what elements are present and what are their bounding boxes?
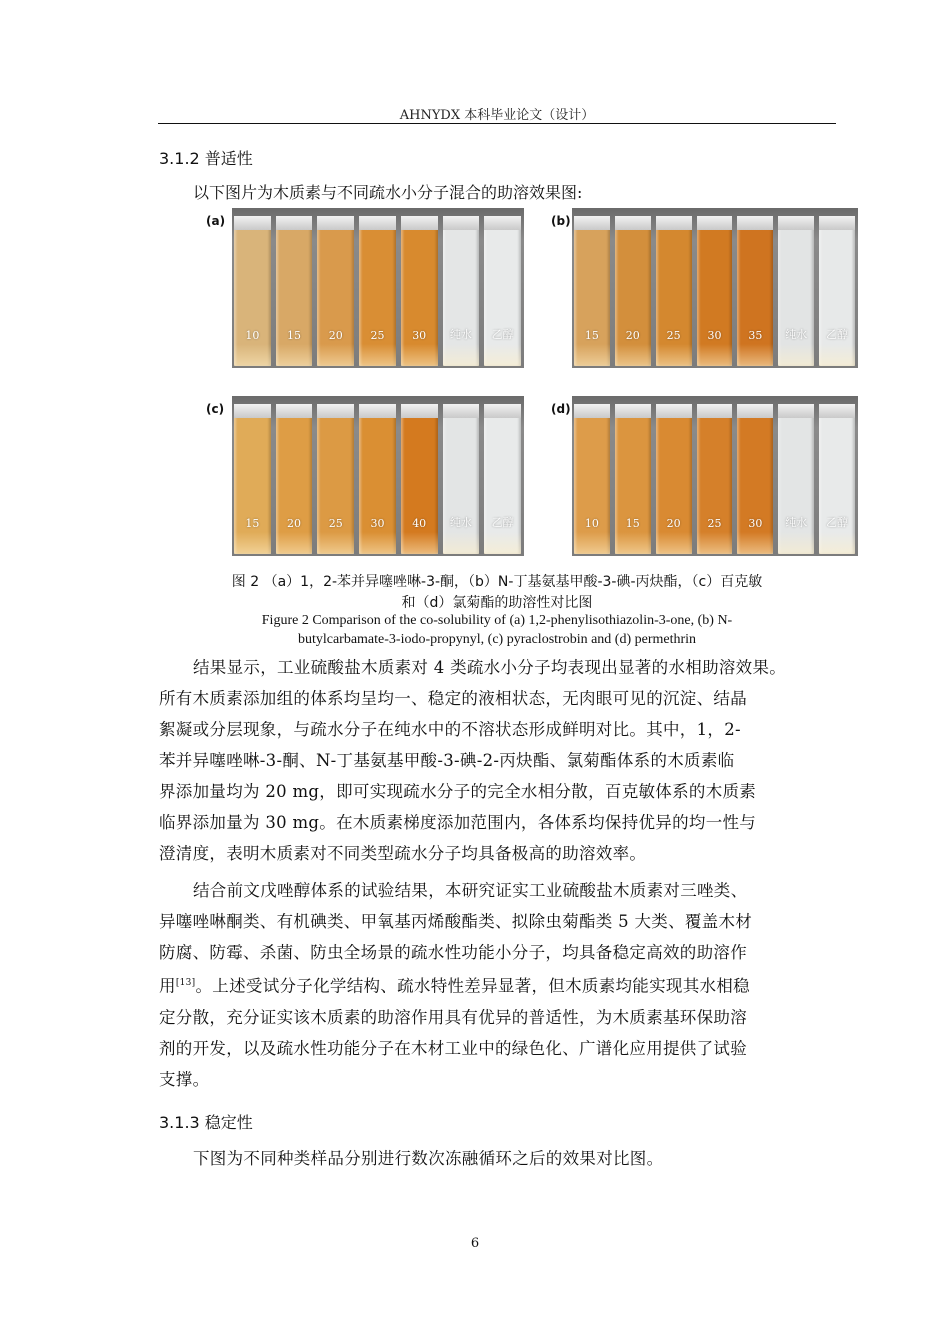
citation-ref: [13]	[175, 978, 196, 988]
cuvette-rim	[443, 404, 480, 418]
cuvette-label: 35	[748, 329, 763, 342]
cuvette-label: 15	[625, 517, 640, 530]
cuvette-rim	[574, 216, 610, 230]
cuvette-label: 30	[370, 517, 385, 530]
cuvette-rim	[778, 404, 814, 418]
cuvette-rim	[778, 216, 814, 230]
cuvette-label: 乙醇	[491, 516, 514, 529]
cuvette-rim	[697, 216, 733, 230]
cuvette-label: 10	[584, 517, 599, 530]
cuvette	[317, 216, 354, 366]
paragraph-line: 结合前文戊唑醇体系的试验结果，本研究证实工业硫酸盐木质素对三唑类、	[193, 881, 748, 900]
cuvette-rim	[484, 404, 521, 418]
cuvette-label: 乙醇	[491, 328, 514, 341]
cuvette	[615, 216, 651, 366]
cuvette	[574, 216, 610, 366]
cuvette	[697, 404, 733, 554]
cuvette-label: 40	[412, 517, 427, 530]
paragraph-line: 定分散，充分证实该木质素的助溶作用具有优异的普适性，为木质素基环保助溶	[159, 1007, 747, 1027]
paragraph-results	[159, 652, 839, 869]
cuvette-rim	[737, 216, 773, 230]
cuvette-rim	[317, 216, 354, 230]
cuvette-rim	[574, 404, 610, 418]
section-heading-3-1-3: 3.1.3 稳定性	[159, 1113, 253, 1132]
figure-panel-a	[200, 208, 514, 368]
cuvette-photo	[572, 208, 858, 368]
cuvette-base	[697, 344, 733, 366]
paragraph-line: 异噻唑啉酮类、有机碘类、甲氧基丙烯酸酯类、拟除虫菊酯类 5 大类、覆盖木材	[159, 912, 753, 931]
cuvette	[443, 216, 480, 366]
cuvette	[276, 216, 313, 366]
cuvette	[697, 216, 733, 366]
cuvette-label: 25	[328, 517, 343, 530]
cuvette-base	[656, 344, 692, 366]
cuvette-rim	[819, 216, 855, 230]
cuvette-rim	[317, 404, 354, 418]
figure-caption-cn-line2: 和（d）氯菊酯的助溶性对比图	[401, 595, 593, 611]
cuvette	[737, 404, 773, 554]
cuvette-photo	[572, 396, 858, 556]
cuvette	[778, 404, 814, 554]
cuvette	[737, 216, 773, 366]
cuvette-label: 20	[287, 517, 302, 530]
cuvette-label: 20	[666, 517, 681, 530]
cuvette-label: 25	[707, 517, 722, 530]
paragraph-line: 界添加量均为 20 mg，即可实现疏水分子的完全水相分散，百克敏体系的木质素	[159, 782, 757, 801]
cuvette	[317, 404, 354, 554]
figure-2	[200, 208, 860, 560]
cuvette-rim	[276, 216, 313, 230]
cuvette-base	[317, 344, 354, 366]
panel-letter: (b)	[551, 214, 571, 228]
figure-caption-en-line1: Figure 2 Comparison of the co-solubility of (a) 1,2-phenylisothiazolin-3-one, (b) N-	[261, 613, 733, 628]
cuvette-rim	[656, 404, 692, 418]
cuvette-base	[656, 532, 692, 554]
cuvette-label: 20	[625, 329, 640, 342]
paragraph-line: 剂的开发，以及疏水性功能分子在木材工业中的绿色化、广谱化应用提供了试验	[159, 1038, 747, 1058]
cuvette-base	[276, 344, 313, 366]
cuvette	[574, 404, 610, 554]
cuvette-label: 25	[666, 329, 681, 342]
cuvette-base	[359, 532, 396, 554]
cuvette-rim	[359, 216, 396, 230]
cuvette-base	[737, 532, 773, 554]
paragraph-line: 所有木质素添加组的体系均呈均一、稳定的液相状态，无肉眼可见的沉淀、结晶	[159, 689, 747, 708]
cuvette-base	[697, 532, 733, 554]
cuvette-label: 10	[245, 329, 260, 342]
cuvette-label: 纯水	[785, 328, 808, 341]
cuvette	[234, 404, 271, 554]
page-number: 6	[470, 1236, 480, 1251]
paragraph-line: 絮凝或分层现象，与疏水分子在纯水中的不溶状态形成鲜明对比。其中，1，2-	[159, 720, 741, 739]
cuvette	[401, 404, 438, 554]
line-rest: 。上述受试分子化学结构、疏水特性差异显著，但木质素均能实现其水相稳	[195, 976, 750, 996]
cuvette	[443, 404, 480, 554]
cuvette-base	[778, 344, 814, 366]
figure-caption-en-line2: butylcarbamate-3-iodo-propynyl, (c) pyraclostrobin and (d) permethrin	[297, 632, 697, 647]
cuvette-label: 30	[748, 517, 763, 530]
paragraph-line: 苯并异噻唑啉-3-酮、N-丁基氨基甲酸-3-碘-2-丙炔酯、氯菊酯体系的木质素临	[159, 751, 735, 770]
panel-letter: (d)	[551, 402, 571, 416]
cuvette-base	[574, 532, 610, 554]
cuvette-rim	[234, 404, 271, 418]
cuvette	[401, 216, 438, 366]
cuvette-base	[443, 532, 480, 554]
cuvette-base	[234, 532, 271, 554]
paragraph-line: 澄清度，表明木质素对不同类型疏水分子均具备极高的助溶效率。	[159, 844, 647, 863]
line-prefix: 用	[159, 976, 176, 996]
cuvette-label: 纯水	[449, 328, 472, 341]
cuvette-label: 纯水	[785, 516, 808, 529]
cuvette	[359, 216, 396, 366]
cuvette	[656, 216, 692, 366]
paragraph-line-with-citation	[159, 968, 839, 1002]
panel-letter: (a)	[206, 214, 226, 228]
cuvette-rim	[401, 216, 438, 230]
cuvette-rim	[819, 404, 855, 418]
cuvette-label: 20	[328, 329, 343, 342]
cuvette-rim	[484, 216, 521, 230]
cuvette-base	[359, 344, 396, 366]
cuvette-label: 25	[370, 329, 385, 342]
cuvette	[656, 404, 692, 554]
cuvette-rim	[234, 216, 271, 230]
figure-panel-d	[545, 396, 849, 556]
cuvette-rim	[359, 404, 396, 418]
section-heading-3-1-2: 3.1.2 普适性	[159, 149, 253, 168]
cuvette-rim	[656, 216, 692, 230]
cuvette-base	[401, 532, 438, 554]
cuvette-base	[484, 344, 521, 366]
cuvette-base	[819, 532, 855, 554]
cuvette-base	[276, 532, 313, 554]
cuvette-rim	[401, 404, 438, 418]
cuvette-label: 15	[245, 517, 260, 530]
paragraph-line: 支撑。	[159, 1069, 210, 1089]
cuvette-label: 纯水	[449, 516, 472, 529]
cuvette-rim	[276, 404, 313, 418]
panel-letter: (c)	[206, 402, 225, 416]
cuvette	[276, 404, 313, 554]
cuvette-photo	[232, 208, 524, 368]
cuvette	[234, 216, 271, 366]
figure-panel-b	[545, 208, 849, 368]
cuvette	[819, 404, 855, 554]
cuvette-label: 乙醇	[826, 516, 849, 529]
figure-intro-text: 以下图片为木质素与不同疏水小分子混合的助溶效果图:	[193, 183, 583, 202]
cuvette	[819, 216, 855, 366]
cuvette-base	[317, 532, 354, 554]
paragraph-line: 结果显示，工业硫酸盐木质素对 4 类疏水小分子均表现出显著的水相助溶效果。	[193, 658, 787, 677]
cuvette-label: 30	[412, 329, 427, 342]
cuvette-base	[234, 344, 271, 366]
cuvette-base	[443, 344, 480, 366]
cuvette-base	[401, 344, 438, 366]
cuvette	[484, 404, 521, 554]
cuvette-base	[574, 344, 610, 366]
cuvette-rim	[443, 216, 480, 230]
running-header: AHNYDX 本科毕业论文（设计）	[399, 108, 595, 123]
paragraph-line: 防腐、防霉、杀菌、防虫全场景的疏水性功能小分子，均具备稳定高效的助溶作	[159, 943, 747, 962]
cuvette	[484, 216, 521, 366]
cuvette	[359, 404, 396, 554]
cuvette-rim	[615, 404, 651, 418]
cuvette-base	[484, 532, 521, 554]
cuvette-base	[615, 344, 651, 366]
cuvette-rim	[615, 216, 651, 230]
cuvette-base	[615, 532, 651, 554]
cuvette	[778, 216, 814, 366]
figure-intro-text-313: 下图为不同种类样品分别进行数次冻融循环之后的效果对比图。	[193, 1149, 664, 1168]
header-rule	[158, 123, 836, 124]
cuvette-rim	[697, 404, 733, 418]
figure-panel-c	[200, 396, 514, 556]
figure-caption-cn-line1: 图 2 （a）1，2-苯并异噻唑啉-3-酮，（b）N-丁基氨基甲酸-3-碘-丙炔酯，（c）百克敏	[231, 574, 763, 590]
paragraph-conclusion	[159, 875, 839, 1095]
cuvette-label: 30	[707, 329, 722, 342]
cuvette-base	[778, 532, 814, 554]
paragraph-line: 临界添加量为 30 mg。在木质素梯度添加范围内，各体系均保持优异的均一性与	[159, 813, 757, 832]
cuvette-label: 15	[584, 329, 599, 342]
cuvette-label: 乙醇	[826, 328, 849, 341]
cuvette-photo	[232, 396, 524, 556]
cuvette	[615, 404, 651, 554]
cuvette-base	[819, 344, 855, 366]
cuvette-base	[737, 344, 773, 366]
cuvette-rim	[737, 404, 773, 418]
cuvette-label: 15	[287, 329, 302, 342]
